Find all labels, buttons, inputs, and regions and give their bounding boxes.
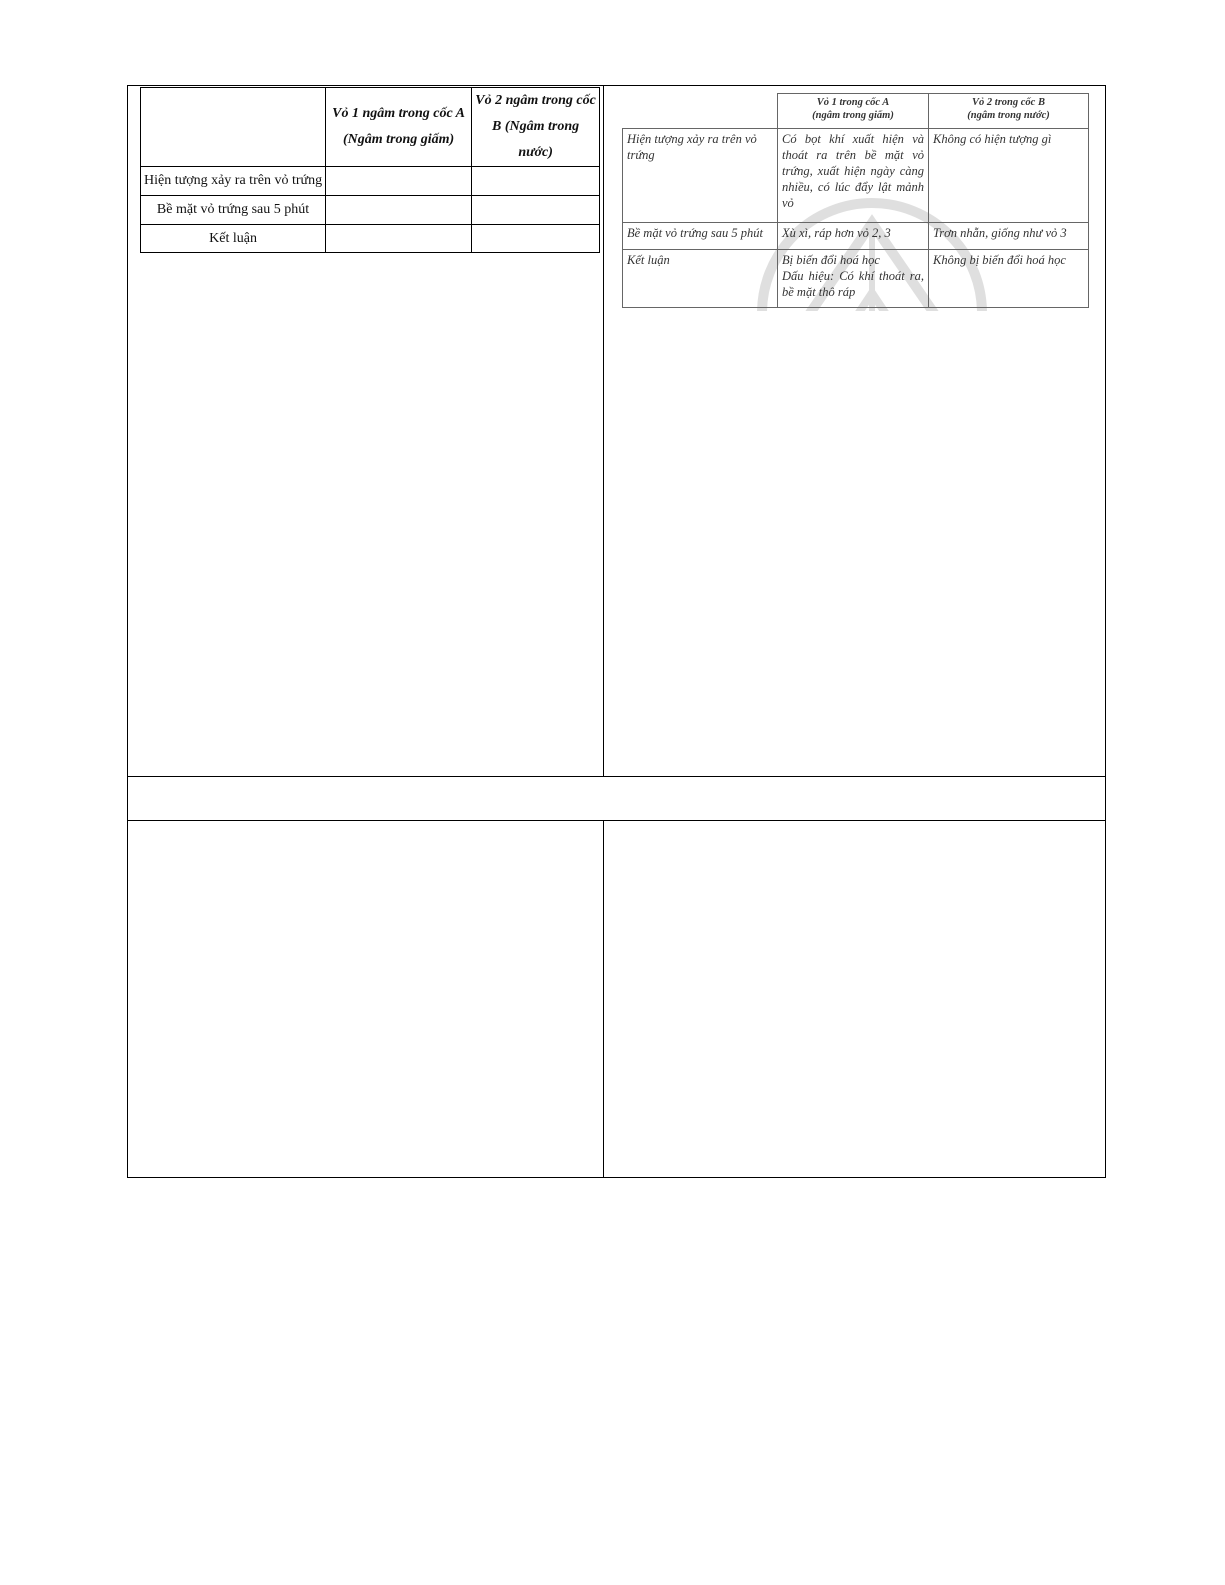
answer-col2-header (929, 94, 1089, 129)
conclusion-line1: Bị biến đổi hoá học (782, 253, 880, 267)
table-row (623, 129, 1089, 223)
worksheet-col2-header (472, 88, 600, 167)
row-divider-2 (127, 820, 1106, 821)
answer-row-label: Bề mặt vỏ trứng sau 5 phút (623, 223, 778, 250)
answer-cell (472, 196, 600, 225)
answer-table-image (622, 93, 1090, 311)
answer-col1-header-line2: (ngâm trong giấm) (812, 110, 894, 121)
answer-cell (778, 250, 929, 308)
answer-cell: Xù xì, ráp hơn vỏ 2, 3 (778, 223, 929, 250)
answer-cell (472, 167, 600, 196)
column-divider-top (603, 85, 604, 777)
worksheet-table (140, 87, 600, 253)
answer-cell: Không bị biến đổi hoá học (929, 250, 1089, 308)
col2-header-line1: Vỏ 2 ngâm trong cốc (475, 93, 596, 108)
answer-table (622, 93, 1089, 308)
answer-corner-cell (623, 94, 778, 129)
answer-cell: Không có hiện tượng gì (929, 129, 1089, 223)
answer-cell: Có bọt khí xuất hiện và thoát ra trên bề mặt vỏ trứng, xuất hiện ngày càng nhiều, có lúc đẩy lật mảnh vỏ (778, 129, 929, 223)
table-row (141, 225, 600, 253)
column-divider-bottom (603, 820, 604, 1178)
table-row (623, 250, 1089, 308)
table-row (141, 196, 600, 225)
row-label-phenomenon: Hiện tượng xảy ra trên vỏ trứng (141, 167, 326, 196)
answer-cell: Trơn nhẵn, giống như vỏ 3 (929, 223, 1089, 250)
row-label-surface: Bề mặt vỏ trứng sau 5 phút (141, 196, 326, 225)
col1-header-line2: (Ngâm trong giấm) (342, 132, 455, 147)
answer-row-label: Hiện tượng xảy ra trên vỏ trứng (623, 129, 778, 223)
answer-cell (326, 196, 472, 225)
answer-cell (326, 167, 472, 196)
row-divider-1 (127, 776, 1106, 777)
worksheet-col1-header (326, 88, 472, 167)
worksheet-header-row (141, 88, 600, 167)
row-label-conclusion: Kết luận (141, 225, 326, 253)
conclusion-line2: Dấu hiệu: Có khí thoát ra, bề mặt thô ráp (782, 269, 924, 299)
answer-row-label: Kết luận (623, 250, 778, 308)
answer-col1-header (778, 94, 929, 129)
answer-col1-header-line1: Vỏ 1 trong cốc A (816, 97, 890, 108)
answer-col2-header-line1: Vỏ 2 trong cốc B (972, 97, 1045, 108)
answer-cell (472, 225, 600, 253)
col2-header-line2: B (Ngâm trong nước) (492, 119, 580, 160)
answer-col2-header-line2: (ngâm trong nước) (967, 110, 1050, 121)
table-row (623, 223, 1089, 250)
table-row (141, 167, 600, 196)
col1-header-line1: Vỏ 1 ngâm trong cốc A (332, 106, 466, 121)
worksheet-corner-cell (141, 88, 326, 167)
answer-header-row (623, 94, 1089, 129)
answer-cell (326, 225, 472, 253)
